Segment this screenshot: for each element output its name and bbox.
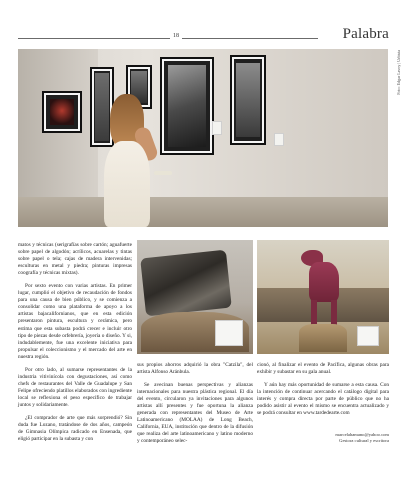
paragraph: Por otro lado, al sumarse representantes de la industria vitivinícola con degustaciones, así como chefs de restaurantes del Valle de Guadalupe y San Felipe ofreciendo platillos elaborados con ingrediente local se reflexiona el peso específico de trabajar juntos y solidariamente. [18, 366, 132, 408]
paragraph: ¿El comprador de arte que más sorprendió? Sin duda fue Lozano, tratándose de dos años, campeón de Gimnasia Olímpica radicado en Ensenada, que eligió participar en la subasta y con [18, 415, 132, 443]
author-role: Gestora cultural y escritora [339, 438, 389, 443]
paragraph: cionó, al finalizar el evento de Pacífica, algunas obras para exhibir y subastar en su gala anual. [257, 362, 389, 376]
author-email: marcelahamano@yahoo.com [335, 432, 389, 437]
author-signature [257, 432, 389, 444]
artwork-2 [95, 73, 109, 141]
sculpture-body [309, 262, 339, 302]
paragraph: Se avecinan buenas perspectivas y alianzas internacionales para nuestra plástica regional. El día del evento, circularon ya invitaciones para algunos artistas allí presentes y fue oportuna la alianza generada con representantes del Museo de Arte Latinoamericano (MOLAA) de Long Beach, California, EUA, institución que dentro de la difusión que realiza del arte latinoamericano y latino moderno y contemporáneo selec- [137, 382, 253, 445]
paragraph: Y aún hay más oportunidad de sumarse a esta causa. Con la intención de continuar acercando el catálogo digital para interés y compra directa por parte de público que no ha podido asistir al evento el mismo se encuentra actualizado y se podrá consultar en www.tardedearte.com [257, 382, 389, 417]
visitor-dress [104, 141, 150, 227]
artwork-card [357, 326, 379, 346]
wine-glass [154, 171, 172, 175]
artwork-plaque [212, 121, 222, 135]
paragraph: sus propios ahorros adquirió la obra "Catzila", del artista Alfonso Aránbula. [137, 362, 253, 376]
horse-sculpture-photo [257, 240, 389, 354]
sculpture-photo [137, 240, 253, 354]
text-column-1 [18, 242, 132, 449]
artwork-card [215, 320, 243, 346]
sculpture-leg-left [311, 300, 317, 326]
page-number: 18 [170, 33, 182, 39]
artwork-5 [236, 63, 260, 137]
photo-credit: Foto: Edgar Lavoy | Urbista [396, 50, 401, 95]
artwork-frame-5 [230, 55, 266, 145]
artwork-4 [168, 65, 206, 147]
stone-sculpture [140, 250, 232, 317]
artwork-plaque-2 [274, 133, 284, 146]
header-rule [18, 38, 318, 39]
artwork-left [50, 99, 74, 125]
paragraph: Por sexto evento con varias artistas. En primer lugar, cumplió el objetivo de recaudación de fondos para una causa de bien público, y se comienza a consolidar como una plataforma de apoyo a los artistas bajacalifornianos, que en esta edición presentaron pintura, escultura y cerámica, pero estima que esta subasta podrá crecer e incluir otro tipo de piezas desde orfebrería, joyería o diseño. Y si, indudablemente, fue una excelente iniciativa para propulsar el coleccionismo y el mercado del arte en nuestra región. [18, 283, 132, 360]
text-column-3 [257, 362, 389, 423]
section-title: Palabra [342, 26, 389, 42]
sculpture-pedestal [299, 324, 347, 352]
paragraph: matos y técnicas (serigrafías sobre cartón; aguafuerte sobre papel de algodón; acrílicos, acuarelas y tintas sobre papel o tela; cajas de madera intervenidas; esculturas en metal y piedra; pinturas impresas coografía y técnicas mixtas). [18, 242, 132, 277]
artwork-frame-left [42, 91, 82, 133]
text-column-2 [137, 362, 253, 452]
sculpture-leg-right [331, 300, 337, 326]
gallery-floor [18, 197, 388, 227]
gallery-photo [18, 49, 388, 227]
artwork-frame-4 [160, 57, 214, 155]
